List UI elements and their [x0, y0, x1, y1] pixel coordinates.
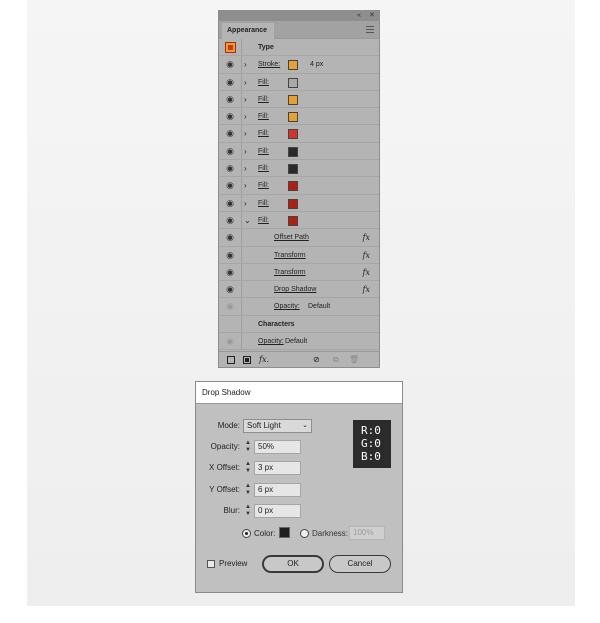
fill-label[interactable]: Fill:: [258, 216, 269, 224]
blur-input[interactable]: 0 px: [254, 504, 301, 518]
appearance-row-attr[interactable]: [219, 125, 379, 142]
fill-opacity-label: Opacity:: [274, 303, 300, 311]
appearance-row-attr[interactable]: [219, 143, 379, 160]
appearance-row-opacity-sub[interactable]: [219, 298, 379, 315]
panel-tab-row: [219, 21, 379, 39]
x-offset-stepper[interactable]: ▲ ▼: [245, 461, 251, 474]
fill-label[interactable]: Fill:: [258, 95, 269, 103]
darkness-input[interactable]: 100%: [349, 526, 385, 540]
visibility-eye-icon[interactable]: ◉: [226, 180, 234, 191]
color-swatch[interactable]: [288, 164, 298, 174]
appearance-row-attr-open[interactable]: [219, 212, 379, 229]
color-swatch[interactable]: [288, 60, 298, 70]
rgb-g: G:0: [361, 437, 381, 450]
opacity-value[interactable]: Default: [308, 303, 331, 311]
duplicate-item-icon[interactable]: ⧉: [333, 355, 339, 364]
visibility-eye-icon[interactable]: ◉: [226, 163, 234, 174]
visibility-eye-icon[interactable]: ◉: [226, 249, 234, 260]
appearance-row-attr[interactable]: [219, 108, 379, 125]
add-new-stroke-icon[interactable]: [227, 356, 235, 364]
fx-icon[interactable]: fx: [362, 285, 370, 295]
darkness-radio[interactable]: [300, 529, 309, 538]
appearance-panel: [218, 10, 380, 368]
mode-label: Mode:: [217, 421, 240, 430]
delete-item-icon[interactable]: 🗑︎: [349, 355, 360, 364]
visibility-eye-icon[interactable]: ◉: [226, 336, 234, 347]
row-gutter: [241, 56, 242, 72]
row-gutter: [241, 229, 242, 245]
fill-label[interactable]: Fill:: [258, 165, 269, 173]
stroke-weight-value[interactable]: 4 px: [310, 61, 324, 69]
appearance-row-attr[interactable]: [219, 74, 379, 91]
rgb-r: R:0: [361, 424, 381, 437]
visibility-eye-icon[interactable]: ◉: [226, 284, 234, 295]
row-gutter: [241, 316, 242, 332]
visibility-eye-icon[interactable]: ◉: [226, 301, 234, 312]
color-radio[interactable]: [242, 529, 251, 538]
opacity-label[interactable]: Opacity:: [258, 338, 284, 346]
y-offset-stepper[interactable]: ▲ ▼: [245, 483, 251, 496]
appearance-row-type[interactable]: [219, 39, 379, 56]
dialog-title: Drop Shadow: [196, 382, 402, 404]
appearance-row-attr[interactable]: [219, 56, 379, 73]
row-gutter: [241, 91, 242, 107]
row-gutter: [241, 160, 242, 176]
row-gutter: [241, 333, 242, 349]
color-swatch[interactable]: [288, 147, 298, 157]
visibility-eye-icon[interactable]: ◉: [226, 197, 234, 208]
ok-button[interactable]: OK: [262, 555, 324, 573]
visibility-eye-icon[interactable]: ◉: [226, 93, 234, 104]
fill-label[interactable]: Fill:: [258, 78, 269, 86]
rgb-readout: [353, 420, 391, 468]
chevron-down-icon[interactable]: ⌄: [244, 215, 251, 225]
row-gutter: [241, 108, 242, 124]
row-gutter: [241, 212, 242, 228]
row-gutter: [241, 74, 242, 90]
type-label: Type: [258, 44, 274, 51]
row-gutter: [241, 281, 242, 297]
add-new-effect-icon[interactable]: fx.: [259, 355, 270, 364]
color-swatch[interactable]: [288, 181, 298, 191]
visibility-eye-icon[interactable]: ◉: [226, 214, 234, 225]
drop-shadow-dialog: [195, 381, 403, 593]
chevron-right-icon[interactable]: ›: [244, 77, 247, 87]
x-offset-input[interactable]: 3 px: [254, 461, 301, 475]
mode-select-value: Soft Light: [247, 421, 281, 430]
visibility-eye-icon: [219, 316, 241, 332]
fill-label[interactable]: Fill:: [258, 199, 269, 207]
row-gutter: [241, 247, 242, 263]
row-gutter: [241, 143, 242, 159]
mode-select[interactable]: [243, 419, 312, 433]
chevron-right-icon[interactable]: ›: [244, 112, 247, 122]
chevron-right-icon[interactable]: ›: [244, 94, 247, 104]
chevron-right-icon[interactable]: ›: [244, 146, 247, 156]
x-offset-label: X Offset:: [209, 463, 240, 472]
effect-label[interactable]: Drop Shadow: [274, 286, 317, 294]
chevron-right-icon[interactable]: ›: [244, 60, 247, 70]
panel-footer: [219, 351, 379, 367]
effect-label[interactable]: Transform: [274, 251, 306, 259]
visibility-eye-icon[interactable]: ◉: [226, 59, 234, 70]
fx-icon[interactable]: fx: [362, 267, 370, 277]
type-thumbnail-icon: [225, 42, 236, 53]
visibility-eye-icon[interactable]: ◉: [226, 111, 234, 122]
characters-label: Characters: [258, 320, 295, 328]
visibility-eye-icon[interactable]: ◉: [226, 266, 234, 277]
fx-icon[interactable]: fx: [362, 250, 370, 260]
preview-label: Preview: [219, 559, 248, 568]
blur-label: Blur:: [223, 506, 240, 515]
row-gutter: [241, 298, 242, 314]
chevron-down-icon: ⌄: [302, 422, 308, 429]
cancel-button[interactable]: Cancel: [329, 555, 391, 573]
chevron-right-icon[interactable]: ›: [244, 164, 247, 174]
appearance-row-attr[interactable]: [219, 91, 379, 108]
appearance-row-attr[interactable]: [219, 177, 379, 194]
color-swatch[interactable]: [288, 95, 298, 105]
add-new-fill-icon[interactable]: [243, 356, 251, 364]
color-label: Color:: [254, 529, 276, 538]
stroke-label[interactable]: Stroke:: [258, 61, 281, 69]
preview-checkbox[interactable]: [207, 560, 215, 568]
close-icon[interactable]: ✕: [369, 12, 375, 19]
type-thumbnail: [219, 39, 241, 55]
color-swatch[interactable]: [288, 199, 298, 209]
effect-label[interactable]: Offset Path: [274, 234, 309, 242]
appearance-row-effect[interactable]: [219, 229, 379, 246]
fill-label[interactable]: Fill:: [258, 113, 269, 121]
row-gutter: [241, 125, 242, 141]
clear-appearance-icon[interactable]: ⊘: [313, 355, 320, 364]
y-offset-input[interactable]: 6 px: [254, 483, 301, 497]
effect-label[interactable]: Transform: [274, 268, 306, 276]
color-swatch[interactable]: [288, 216, 298, 226]
appearance-list: [219, 39, 379, 350]
visibility-eye-icon[interactable]: ◉: [226, 232, 234, 243]
panel-menu-icon[interactable]: [366, 26, 374, 33]
shadow-color-swatch[interactable]: [279, 527, 290, 538]
opacity-value[interactable]: Default: [285, 338, 308, 346]
row-gutter: [241, 39, 242, 55]
visibility-eye-icon[interactable]: ◉: [226, 76, 234, 87]
fill-label[interactable]: Fill:: [258, 130, 269, 138]
appearance-row-attr[interactable]: [219, 195, 379, 212]
appearance-row-effect[interactable]: [219, 281, 379, 298]
blur-stepper[interactable]: ▲ ▼: [245, 504, 251, 517]
row-gutter: [241, 177, 242, 193]
panel-title-bar[interactable]: [219, 11, 379, 21]
darkness-label: Darkness:: [312, 529, 349, 538]
color-swatch[interactable]: [288, 112, 298, 122]
opacity-stepper[interactable]: ▲ ▼: [245, 440, 251, 453]
appearance-row-attr[interactable]: [219, 160, 379, 177]
color-swatch[interactable]: [288, 78, 298, 88]
opacity-label: Opacity:: [210, 442, 240, 451]
collapse-icon[interactable]: «: [357, 12, 361, 19]
y-offset-label: Y Offset:: [209, 485, 240, 494]
row-gutter: [241, 264, 242, 280]
rgb-b: B:0: [361, 450, 381, 463]
row-gutter: [241, 195, 242, 211]
color-swatch[interactable]: [288, 129, 298, 139]
fx-icon[interactable]: fx: [362, 233, 370, 243]
visibility-eye-icon[interactable]: ◉: [226, 145, 234, 156]
fill-label[interactable]: Fill:: [258, 182, 269, 190]
appearance-row-opacity[interactable]: [219, 333, 379, 350]
chevron-right-icon[interactable]: ›: [244, 181, 247, 191]
chevron-right-icon[interactable]: ›: [244, 198, 247, 208]
appearance-row-effect[interactable]: [219, 247, 379, 264]
opacity-input[interactable]: 50%: [254, 440, 301, 454]
tab-appearance[interactable]: Appearance: [222, 23, 274, 39]
visibility-eye-icon[interactable]: ◉: [226, 128, 234, 139]
appearance-row-characters[interactable]: [219, 316, 379, 333]
appearance-row-effect[interactable]: [219, 264, 379, 281]
chevron-right-icon[interactable]: ›: [244, 129, 247, 139]
fill-label[interactable]: Fill:: [258, 147, 269, 155]
